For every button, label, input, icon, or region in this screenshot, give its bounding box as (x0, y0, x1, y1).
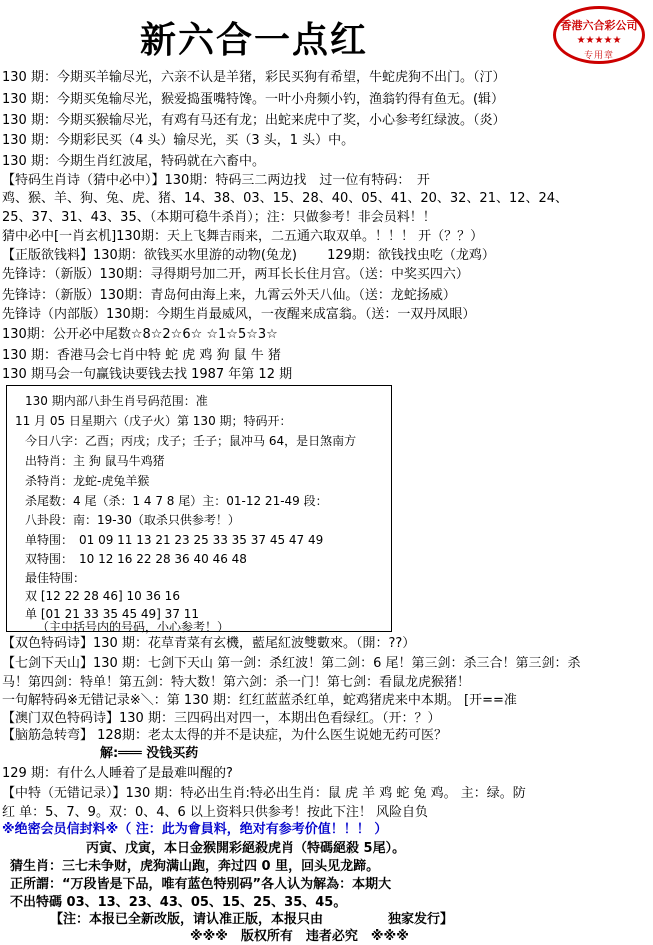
box-line: 单特围： 01 09 11 13 21 23 25 33 35 37 45 47 49 (25, 533, 324, 547)
text-line: 丙寅、戊寅，本日金猴開彩絕殺虎肖（特碼絕殺 5尾）。 (86, 841, 406, 856)
text-line: 130 期：香港马会七肖中特 蛇 虎 鸡 狗 鼠 牛 猪 (2, 348, 281, 363)
box-line: （主中括号内的号码，小心参考！） (37, 620, 230, 634)
text-line: 130 期：今期生肖红波尾，特码就在六畜中。 (2, 154, 265, 169)
seal-stars: ★★★★★ (576, 35, 622, 46)
text-line: 先锋诗（内部版）130期：今期生肖最威风，一夜醒来成富翁。（送：一双丹凤眼） (2, 307, 476, 322)
box-line: 出特肖：主 狗 鼠马牛鸡猪 (25, 454, 165, 468)
text-line: 130 期：今期彩民买（4 头）输尽光，买（3 头，1 头）中。 (2, 133, 355, 148)
company-seal (553, 6, 645, 64)
bagua-box (6, 385, 392, 632)
text-line: 猜生肖：三七未争财，虎狗满山跑，奔过四 0 里，回头见龙蹄。 (10, 859, 380, 874)
member-note: ※绝密会员信封料※（ 注：此为會員料，绝对有参考价值！！！ ） (2, 822, 388, 837)
text-line: 【正版欲钱料】130期：欲钱买水里游的动物(兔龙) 129期：欲钱找虫吃（龙鸡） (2, 248, 495, 263)
text-line: 130 期：今期买羊输尽光，六亲不认是羊猪，彩民买狗有希望，牛蛇虎狗不出门。（汀） (2, 70, 506, 85)
box-line: 今日八字：乙酉；丙戌；戊子；壬子；鼠冲马 64，是日煞南方 (25, 434, 357, 448)
text-line: 一句解特码※无错记录※＼：第 130 期：红红蓝蓝杀红单，蛇鸡猪虎来中本期。 [开==准 (2, 693, 517, 708)
text-line: 【特码生肖诗（猜中必中）】130期：特码三二两边找 过一位有特码： 开 (2, 173, 430, 188)
text-line: 先锋诗：（新版）130期：寻得期号加二开，两耳长长住月宫。（送：中奖买四六） (2, 267, 469, 282)
text-line: 马！第四剑：特单！第五剑：特大数！第六剑：杀一门！第七剑：看鼠龙虎猴猪！ (2, 675, 471, 690)
text-line: 【澳门双色特码诗】130 期：三四码出对四一，本期出色看绿红。（开：？） (2, 711, 441, 726)
box-line: 双特围： 10 12 16 22 28 36 40 46 48 (25, 552, 247, 566)
text-line: 130期：公开必中尾数☆8☆2☆6☆ ☆1☆5☆3☆ (2, 327, 278, 342)
box-line: 杀特肖：龙蛇-虎兔羊猴 (25, 474, 150, 488)
text-line: 不出特碼 03、13、23、43、05、15、25、35、45。 (10, 895, 347, 910)
text-line: 猜中必中[一肖玄机]130期：天上飞舞吉雨来，二五通六取双单。！！！ 开（？？） (2, 229, 484, 244)
text-line: 【脑筋急转弯】 128期：老太太得的并不是诀症，为什么医生说她无药可医？ (2, 728, 447, 743)
riddle-answer: 解:═══ 没钱买药 (100, 746, 199, 761)
text-line: 25、37、31、43、35、（本期可稳牛杀肖）；注：只做参考！非会员料！！ (2, 210, 436, 225)
text-line: 先锋诗：（新版）130期：青岛何由海上来，九霄云外天八仙。（送：龙蛇扬威） (2, 288, 456, 303)
copyright: ※※※ 版权所有 违者必究 ※※※ (190, 929, 409, 944)
box-line: 单 [01 21 33 35 45 49] 37 11 (25, 607, 200, 621)
text-line: 【双色特码诗】130 期：花草青菜有玄機，藍尾紅波雙數來。（開：??） (2, 636, 416, 651)
text-line: 【中特（无错记录）】130 期：特必出生肖:特必出生肖：鼠 虎 羊 鸡 蛇 兔 鸡。 主：绿。防 (2, 786, 526, 801)
text-line: 鸡、猴、羊、狗、兔、虎、猪、14、38、03、15、28、40、05、41、20、32、21、12、24、 (2, 191, 569, 206)
box-line: 双 [12 22 28 46] 10 36 16 (25, 589, 180, 603)
text-line: 红 单：5、7、9。双：0、4、6 以上资料只供参考！按此下注！ 风险自负 (2, 805, 429, 820)
text-line: 正所謂：“万段皆是下品，唯有蓝色特别码”各人认为解為：本期大 (10, 877, 392, 892)
box-line: 11 月 05 日星期六（戊子火）第 130 期；特码开： (15, 414, 292, 428)
footer-note: 【注：本报已全新改版，请认准正版，本报只由 独家发行】 (50, 912, 454, 927)
seal-line1: 香港六合彩公司 (560, 19, 638, 32)
text-line: 【七剑下天山】130 期：七剑下天山 第一剑：杀红波！第二剑：6 尾！第三剑：杀三合！第三剑：杀 (2, 656, 581, 671)
box-line: 最佳特围： (25, 571, 86, 585)
seal-line2: 专用章 (583, 51, 614, 61)
box-line: 杀尾数：4 尾（杀：1 4 7 8 尾）主：01-12 21-49 段： (25, 494, 328, 508)
box-line: 130 期内部八卦生肖号码范围：准 (25, 394, 208, 408)
text-line: 129 期：有什么人睡着了是最难叫醒的? (2, 766, 233, 781)
page-title: 新六合一点红 (140, 19, 369, 61)
box-line: 八卦段：南：19-30（取杀只供参考！） (25, 513, 240, 527)
text-line: 130 期：今期买猴输尽光，有鸡有马还有龙；出蛇来虎中了奖，小心参考红绿波。（炎） (2, 113, 506, 128)
text-line: 130 期马会一句赢钱诀要钱去找 1987 年第 12 期 (2, 367, 293, 382)
text-line: 130 期：今期买兔输尽光，猴爱捣蛋嘴特馋。一叶小舟频小钓，渔翁钓得有鱼无。(辑） (2, 92, 505, 107)
